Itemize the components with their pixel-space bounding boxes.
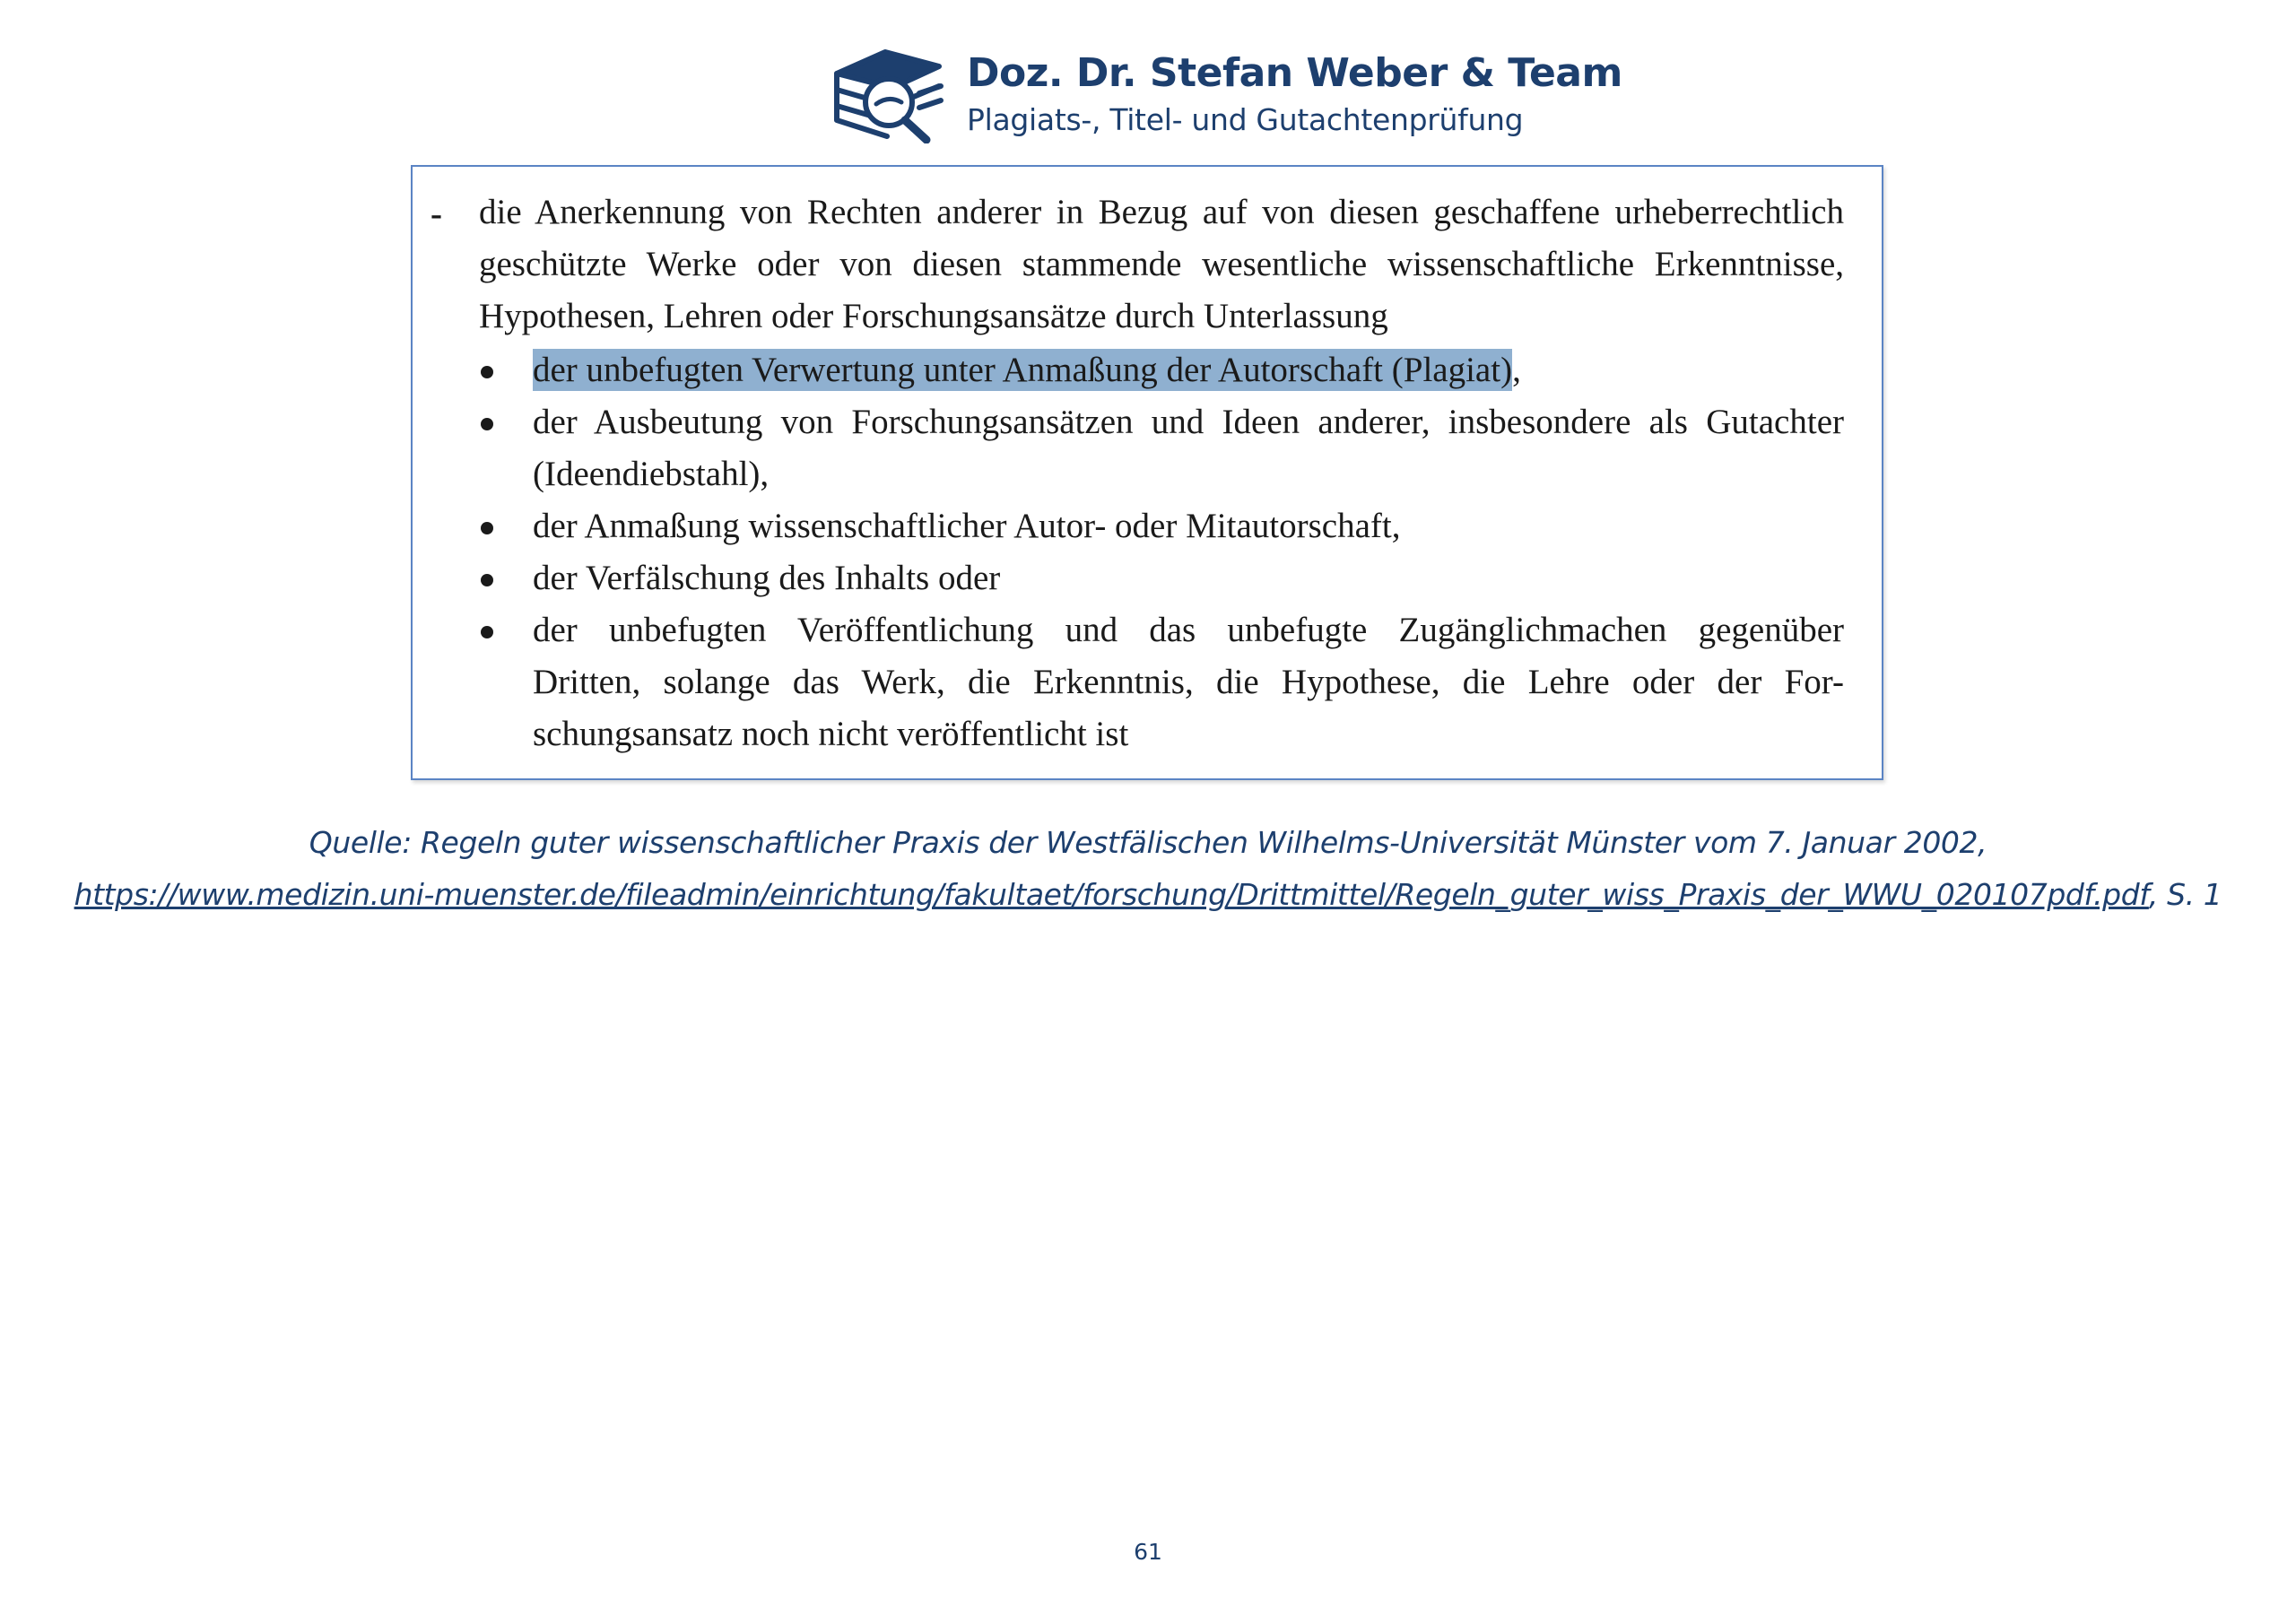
quoted-excerpt [411,165,1883,780]
list-item: der Ausbeutung von Forschungsansätzen und Ideen anderer, insbesondere als Gutachter [533,403,1844,441]
list-item-continuation: schungsansatz noch nicht veröffentlicht ist [533,715,1129,753]
list-item: der Anmaßung wissenschaftlicher Autor- oder Mitautorschaft, [533,507,1401,545]
list-item: der unbefugten Veröffentlichung und das unbefugte Zugänglichmachen gegenüber [533,611,1844,649]
header-subtitle: Plagiats-, Titel- und Gutachtenprüfung [967,102,1524,137]
books-magnifier-icon [830,43,946,143]
excerpt-intro-line: geschützte Werke oder von diesen stammende wesentliche wissenschaftliche Erkenntnisse, [479,245,1844,283]
page-number: 61 [1134,1539,1162,1565]
list-item-text: , [1512,351,1521,389]
source-citation: Quelle: Regeln guter wissenschaftlicher Praxis der Westfälischen Wilhelms-Universität Münster vom 7. Januar 2002, [309,825,1987,860]
highlighted-text: der unbefugten Verwertung unter Anmaßung der Autorschaft (Plagiat) [533,351,1513,389]
list-item-continuation: (Ideendiebstahl), [533,455,770,493]
header [830,43,1622,151]
list-item [533,350,1521,391]
excerpt-intro-line: die Anerkennung von Rechten anderer in Bezug auf von diesen geschaffene urheberrechtlich [479,193,1844,231]
list-item-continuation: Dritten, solange das Werk, die Erkenntnis, die Hypothese, die Lehre oder der For- [533,663,1844,701]
bullet-icon [481,626,493,638]
source-page-ref: , S. 1 [2148,877,2222,912]
bullet-icon [481,522,493,534]
source-url-line [0,877,2296,912]
excerpt-intro-line: Hypothesen, Lehren oder Forschungsansätze durch Unterlassung [479,297,1388,335]
bullet-icon [481,366,493,378]
header-title: Doz. Dr. Stefan Weber & Team [967,50,1622,96]
bullet-icon [481,418,493,430]
dash-marker: - [430,195,442,233]
list-item: der Verfälschung des Inhalts oder [533,559,1001,597]
bullet-icon [481,574,493,586]
source-link[interactable]: https://www.medizin.uni-muenster.de/fileadmin/einrichtung/fakultaet/forschung/Drittmittel/Regeln_guter_wiss_Praxis_der_WWU_020107pdf.pdf [74,877,2149,912]
